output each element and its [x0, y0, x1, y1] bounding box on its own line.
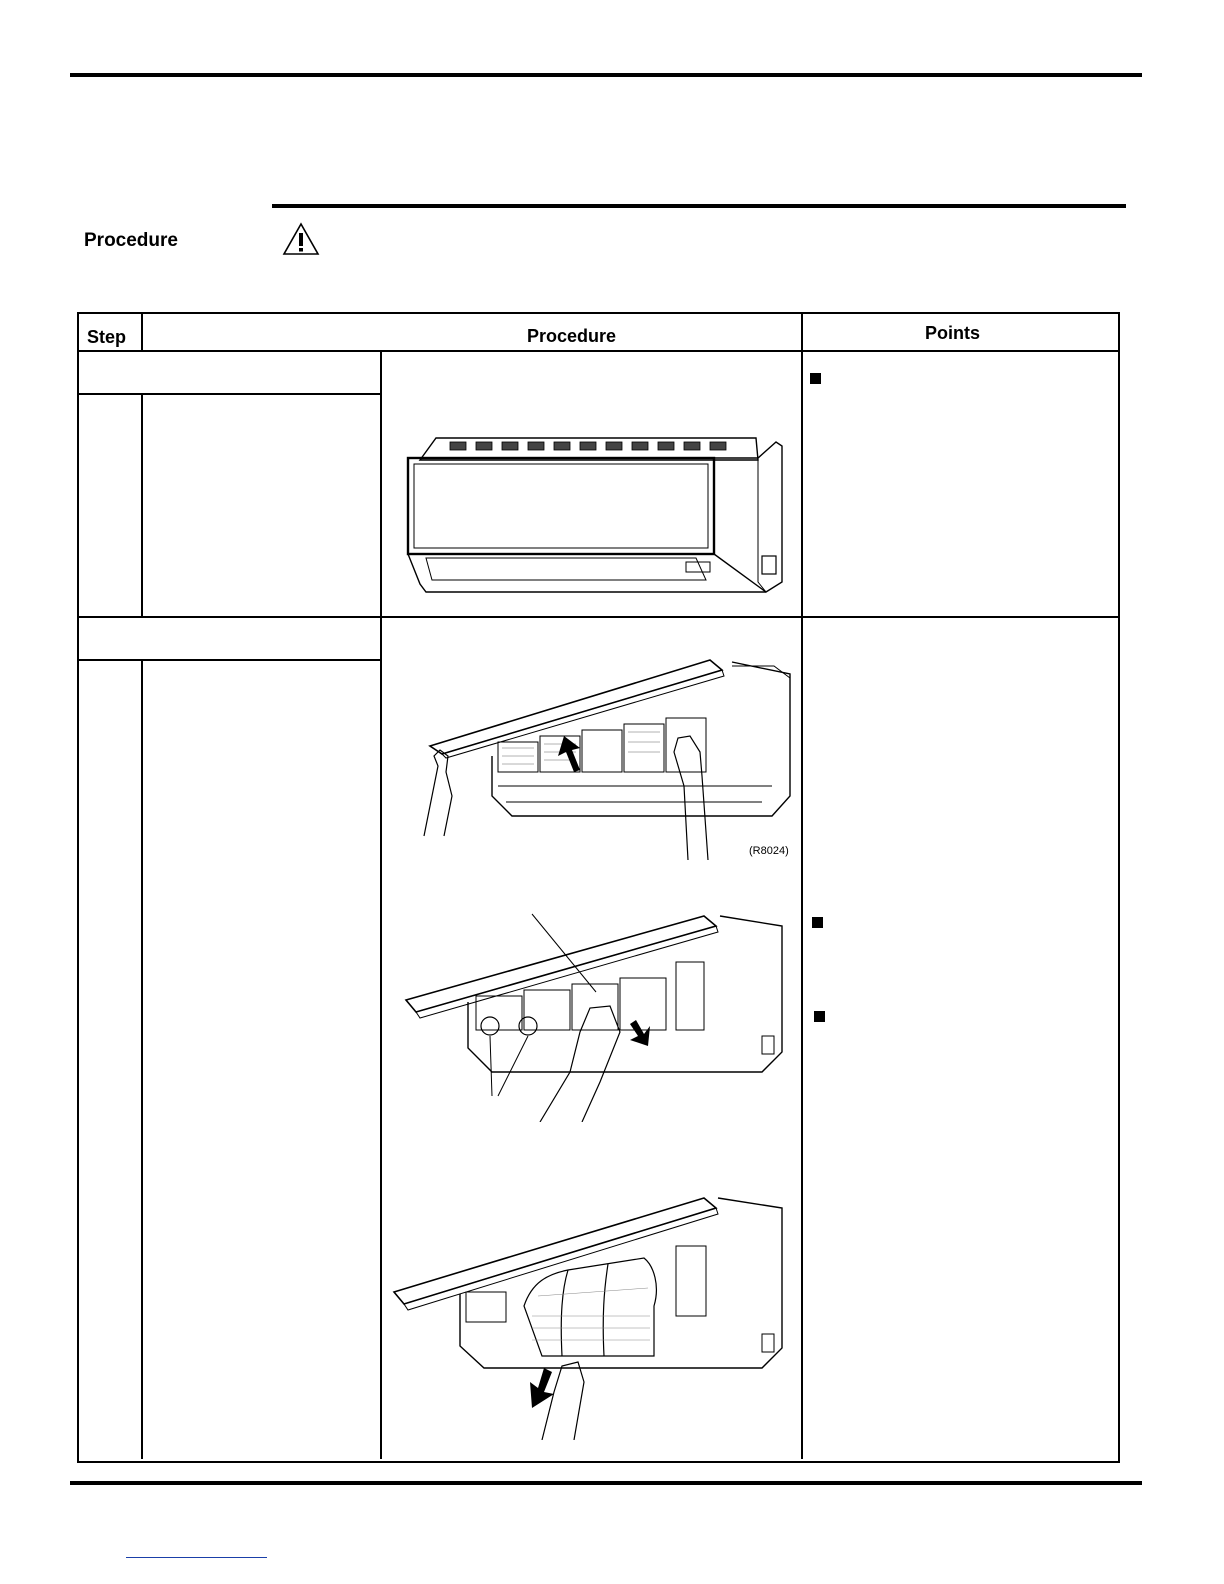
- figure-indoor-unit-front: [396, 432, 788, 600]
- warning-triangle-icon: [282, 222, 320, 256]
- figure-code: (R8024): [749, 845, 789, 857]
- section2-step-divider: [141, 659, 143, 1459]
- section1-bottom-line: [77, 616, 1118, 618]
- square-bullet-icon: [814, 1011, 825, 1022]
- header-procedure: Procedure: [527, 326, 617, 346]
- figure-column-divider: [380, 350, 382, 1459]
- table-header-divider: [77, 350, 1118, 352]
- section1-title-line: [77, 393, 381, 395]
- figure-open-front-panel: [402, 656, 798, 862]
- section1-step-divider: [141, 393, 143, 617]
- square-bullet-icon: [812, 917, 823, 928]
- figure-release-filter: [400, 912, 790, 1122]
- header-step-divider: [141, 312, 143, 350]
- points-column-divider: [801, 312, 803, 1459]
- header-step: Step: [87, 327, 127, 347]
- section-label: Procedure: [84, 230, 178, 251]
- figure-remove-filter: [392, 1196, 790, 1440]
- page-top-rule: [70, 73, 1142, 77]
- page-bottom-rule: [70, 1481, 1142, 1485]
- footer-link-underline[interactable]: [126, 1557, 267, 1558]
- section-rule: [272, 204, 1126, 208]
- section2-title-line: [77, 659, 381, 661]
- square-bullet-icon: [810, 373, 821, 384]
- header-points: Points: [925, 323, 981, 343]
